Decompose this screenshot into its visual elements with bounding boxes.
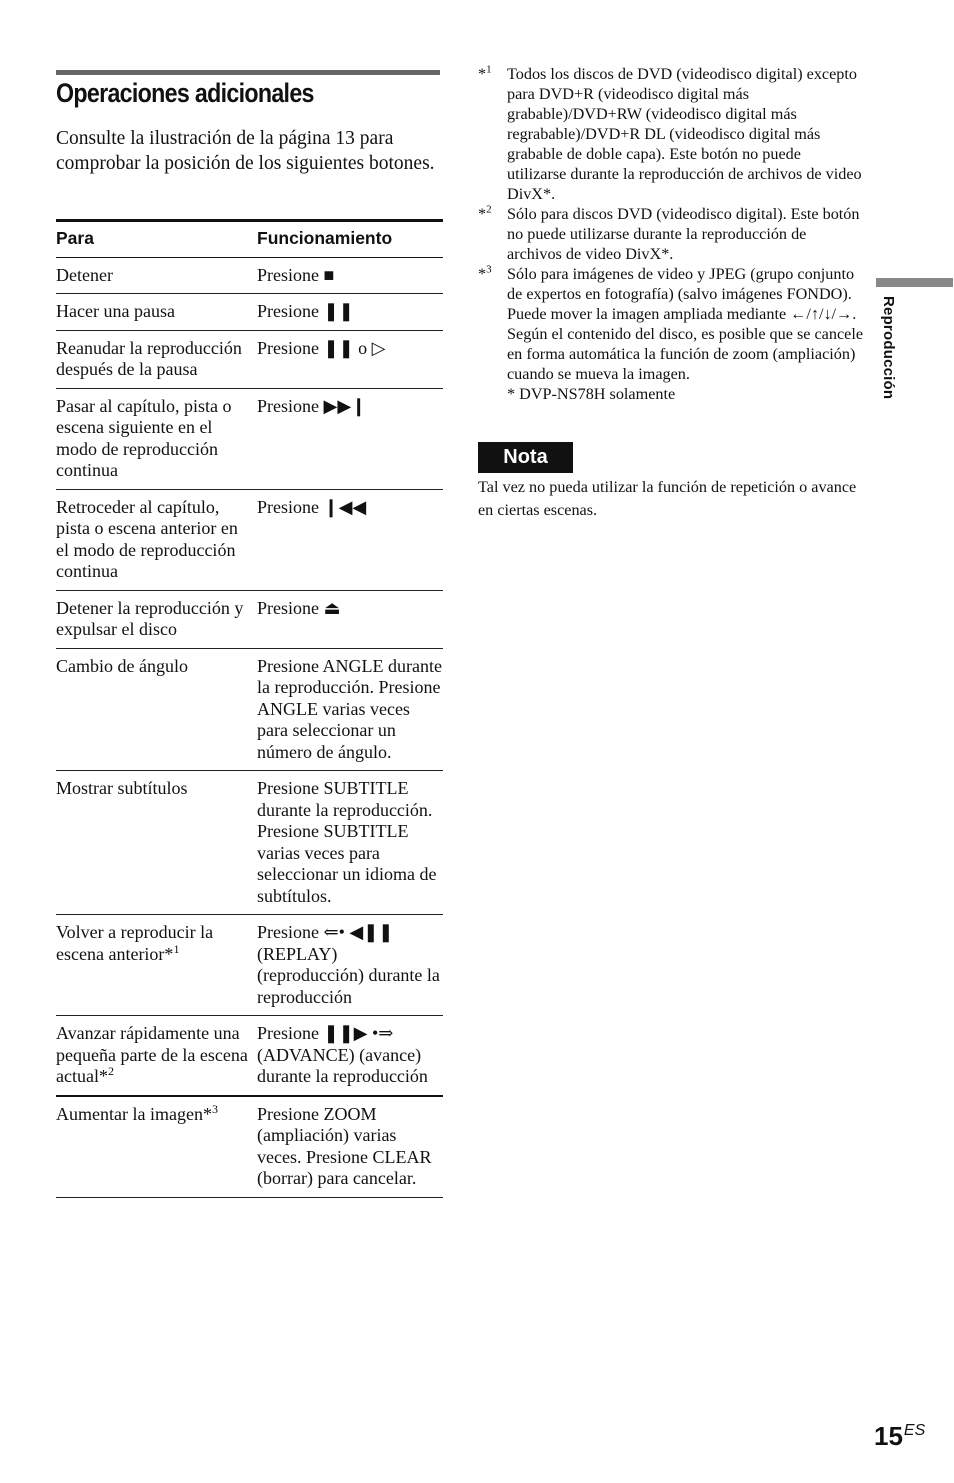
model-note [478, 384, 863, 404]
row-para: Detener la reproducción y expulsar el disco [56, 590, 257, 648]
row-para-cell [56, 1096, 257, 1198]
row-para: Cambio de ángulo [56, 648, 257, 771]
model-note-text: * DVP-NS78H solamente [507, 385, 676, 403]
row-para: Mostrar subtítulos [56, 771, 257, 915]
row-func: Presione ANGLE durante la reproducción. Presione ANGLE varias veces para seleccionar un número de ángulo. [257, 648, 443, 771]
table-row [56, 648, 443, 771]
row-para: Pasar al capítulo, pista o escena siguiente en el modo de reproducción continua [56, 388, 257, 489]
row-para: Aumentar la imagen* [56, 1103, 212, 1124]
footnote-mark: *$^1$ [478, 63, 492, 83]
row-para: Volver a reproducir la escena anterior* [56, 922, 214, 964]
intro-paragraph: Consulte la ilustración de la página 13 para comprobar la posición de los siguientes botones. [56, 128, 435, 174]
footnote-ref: 3 [211, 1101, 218, 1116]
page-number [874, 1421, 925, 1452]
row-func: Presione ❚❚ [257, 294, 443, 331]
row-func: Presione ▶▶❙ [257, 388, 443, 489]
footnote-mark: *$^2$ [478, 203, 492, 223]
table-row [56, 388, 443, 489]
row-para: Reanudar la reproducción después de la pausa [56, 330, 257, 388]
row-para: Hacer una pausa [56, 294, 257, 331]
row-para: Avanzar rápidamente una pequeña parte de la escena actual* [56, 1023, 248, 1086]
table-row [56, 771, 443, 915]
table-row [56, 1016, 443, 1096]
nota-label: Nota [478, 442, 573, 473]
nota-text: Tal vez no pueda utilizar la función de repetición o avance en ciertas escenas. [478, 478, 857, 519]
row-func: Presione ■ [257, 257, 443, 294]
footnotes [478, 64, 863, 404]
section-title: Operaciones adicionales [56, 78, 314, 108]
row-func: Presione ❚❚ o ▷ [257, 330, 443, 388]
row-func: Presione SUBTITLE durante la reproducción. Presione SUBTITLE varias veces para seleccionar un idioma de subtítulos. [257, 771, 443, 915]
row-para: Retroceder al capítulo, pista o escena anterior en el modo de reproducción continua [56, 489, 257, 590]
table-row [56, 489, 443, 590]
footnote-text: Sólo para imágenes de video y JPEG (grupo conjunto de expertos en fotografía) (salvo imágenes FONDO). Puede mover la imagen ampliada mediante ←/↑/↓/→. Según el contenido del disco, es posible que se cancele en forma automática la función de zoom (ampliación) cuando se mueva la imagen. [507, 265, 864, 383]
header-funcionamiento: Funcionamiento [257, 221, 443, 258]
footnote-ref: 1 [173, 941, 180, 956]
row-func: Presione ❙◀◀ [257, 489, 443, 590]
footnote-text: Sólo para discos DVD (videodisco digital). Este botón no puede utilizarse durante la reproducción de archivos de video DivX*. [507, 205, 860, 263]
row-para: Detener [56, 257, 257, 294]
table-row [56, 330, 443, 388]
page-language-suffix: ES [903, 1422, 926, 1439]
footnote-ref: 2 [107, 1064, 114, 1078]
footnote-mark: *$^3$ [478, 263, 492, 283]
side-tab [880, 296, 900, 416]
footnote-2 [478, 204, 863, 264]
footnote-1 [478, 64, 863, 204]
row-func: Presione ⏏ [257, 590, 443, 648]
row-para-cell [56, 1016, 257, 1096]
operations-table [56, 219, 443, 1198]
title-rule [56, 70, 440, 75]
table-row [56, 294, 443, 331]
footnote-text: Todos los discos de DVD (videodisco digital) excepto para DVD+R (videodisco digital más grabable)/DVD+RW (videodisco digital más regrabable)/DVD+R DL (videodisco digital más grabable de doble capa). Este botón no puede utilizarse durante la reproducción de archivos de video DivX*. [507, 65, 862, 203]
table-row [56, 590, 443, 648]
footnote-3 [478, 264, 863, 384]
header-para: Para [56, 221, 257, 258]
row-para-cell [56, 915, 257, 1016]
side-tab-label: Reproducción [880, 296, 897, 400]
row-func: Presione ❚❚▶ •⇒ (ADVANCE) (avance) durante la reproducción [257, 1016, 443, 1096]
row-func: Presione ZOOM (ampliación) varias veces. Presione CLEAR (borrar) para cancelar. [257, 1096, 443, 1198]
table-row [56, 1096, 443, 1198]
table-row [56, 915, 443, 1016]
table-row [56, 257, 443, 294]
row-func: Presione ⇐• ◀❚❚ (REPLAY) (reproducción) durante la reproducción [257, 915, 443, 1016]
table-header-row [56, 221, 443, 258]
side-tab-bar [876, 278, 953, 287]
page-number-value: 15 [874, 1421, 903, 1451]
